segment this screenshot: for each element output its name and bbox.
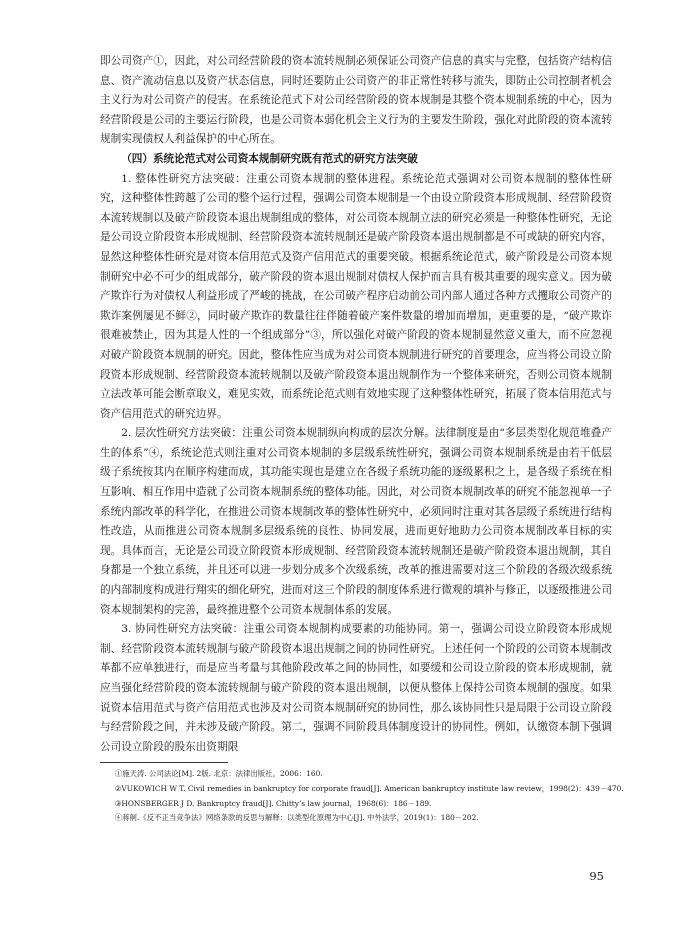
footnote-item: ④蒋舸.《反不正当竞争法》网络条款的反思与解释：以类型化原理为中心[J]. 中外法学，2019(1)：180－202. [114,813,479,823]
footnote-divider [100,762,228,763]
footnote-item: ②VUKOWICH W T. Civil remedies in bankruptcy for corporate fraud[J]. American bankruptcy institute law review，1998(2)：439－470. [114,783,624,793]
paragraph-holistic-method: 1. 整体性研究方法突破：注重公司资本规制的整体进程。系统论范式强调对公司资本规制的整体性研究，这种整体性跨越了公司的整个运行过程，强调公司资本规制是一个由设立阶段资本形成规制、经营阶段资本流转规制以及破产阶段资本退出规制组成的整体，对公司资本规制立法的研究必须是一种整体性研究，无论是公司设立阶段资本形成规制、经营阶段资本流转规制还是破产阶段资本退出规制都是不可或缺的研究内容，显然这种整体性研究是对资本信用范式及资产信用范式的重要突破。根据系统论范式，破产阶段是公司资本规制研究中必不可少的组成部分，破产阶段的资本退出规制对债权人保护而言具有极其重要的现实意义。因为破产欺诈行为对债权人利益形成了严峻的挑战，在公司破产程序启动前公司内部人通过各种方式攫取公司资产的欺诈案例屡见不鲜②，同时破产欺诈的数量往往伴随着破产案件数量的增加而增加，更重要的是，“破产欺诈很难被禁止，因为其是人性的一个组成部分”③，所以强化对破产阶段的资本规制显然意义重大，而不应忽视对破产阶段资本规制的研究。因此，整体性应当成为对公司资本规制进行研究的首要理念，应当将公司设立阶段资本形成规制、经营阶段资本流转规制以及破产阶段资本退出规制作为一个整体来研究，否则公司资本规制立法改革可能会断章取义，难见实效，而系统论范式则有效地实现了这种整体性研究，拓展了资本信用范式与资产信用范式的研究边界。 [100,172,612,420]
paragraph-continuation: 即公司资产①，因此，对公司经营阶段的资本流转规制必须保证公司资产信息的真实与完整，包括资产结构信息、资产流动信息以及资产状态信息，同时还要防止公司资产的非正常性转移与流失，即防止公司控制者机会主义行为对公司资产的侵害。在系统论范式下对公司经营阶段的资本规制是其整个资本规制系统的中心，因为经营阶段是公司的主要运行阶段，也是公司资本弱化机会主义行为的主要发生阶段，强化对此阶段的资本流转规制实现债权人利益保护的中心所在。 [100,55,612,146]
footnote-item: ③HONSBERGER J D. Bankruptcy fraud[J]. Chitty’s law journal，1968(6)：186－189. [114,798,432,808]
footnote-item: ①施天涛. 公司法论[M]. 2版. 北京：法律出版社，2006：160. [114,769,323,779]
paragraph-hierarchical-method: 2. 层次性研究方法突破：注重公司资本规制纵向构成的层次分解。法律制度是由“多层类型化规范堆叠产生的体系”④，系统论范式则注重对公司资本规制的多层级系统性研究，强调公司资本规制系统是由若干低层级子系统按其内在顺序构建而成，其功能实现也是建立在各级子系统功能的逐级累积之上，是各级子系统在相互影响、相互作用中造就了公司资本规制系统的整体功能。因此，对公司资本规制改革的研究不能忽视单一子系统内部改革的科学化，在推进公司资本规制改革的整体性研究中，必须同时注重对其各层级子系统进行结构性改造，从而推进公司资本规制多层级系统的良性、协同发展，进而更好地助力公司资本规制改革目标的实现。具体而言，无论是公司设立阶段资本形成规制、经营阶段资本流转规制还是破产阶段资本退出规制，其自身都是一个独立系统，并且还可以进一步划分成多个次级系统，改革的推进需要对这三个阶段的各级次级系统的内部制度构成进行翔实的细化研究，进而对这三个阶段的制度体系进行微观的填补与修正，以逐级推进公司资本规制架构的完善，最终推进整个公司资本规制体系的发展。 [100,427,612,616]
footnotes [100,767,624,825]
page-number: 95 [589,869,604,883]
section-heading: （四）系统论范式对公司资本规制研究既有范式的研究方法突破 [121,152,418,165]
body-text [100,52,612,757]
paragraph-synergy-method: 3. 协同性研究方法突破：注重公司资本规制构成要素的功能协同。第一，强调公司设立阶段资本形成规制、经营阶段资本流转规制与破产阶段资本退出规制之间的协同性研究。上述任何一个阶段的公司资本规制改革都不应单独进行，而是应当考量与其他阶段改革之间的协同性，如要缓和公司设立阶段的资本形成规制，就应当强化经营阶段的资本流转规制与破产阶段的资本退出规制，以便从整体上保持公司资本规制的强度。如果说资本信用范式与资产信用范式也涉及对公司资本规制研究的协同性，那么该协同性只是局限于公司设立阶段与经营阶段之间，并未涉及破产阶段。第二，强调不同阶段具体制度设计的协同性。例如，认缴资本制下强调公司设立阶段的股东出资期限 [100,623,612,753]
